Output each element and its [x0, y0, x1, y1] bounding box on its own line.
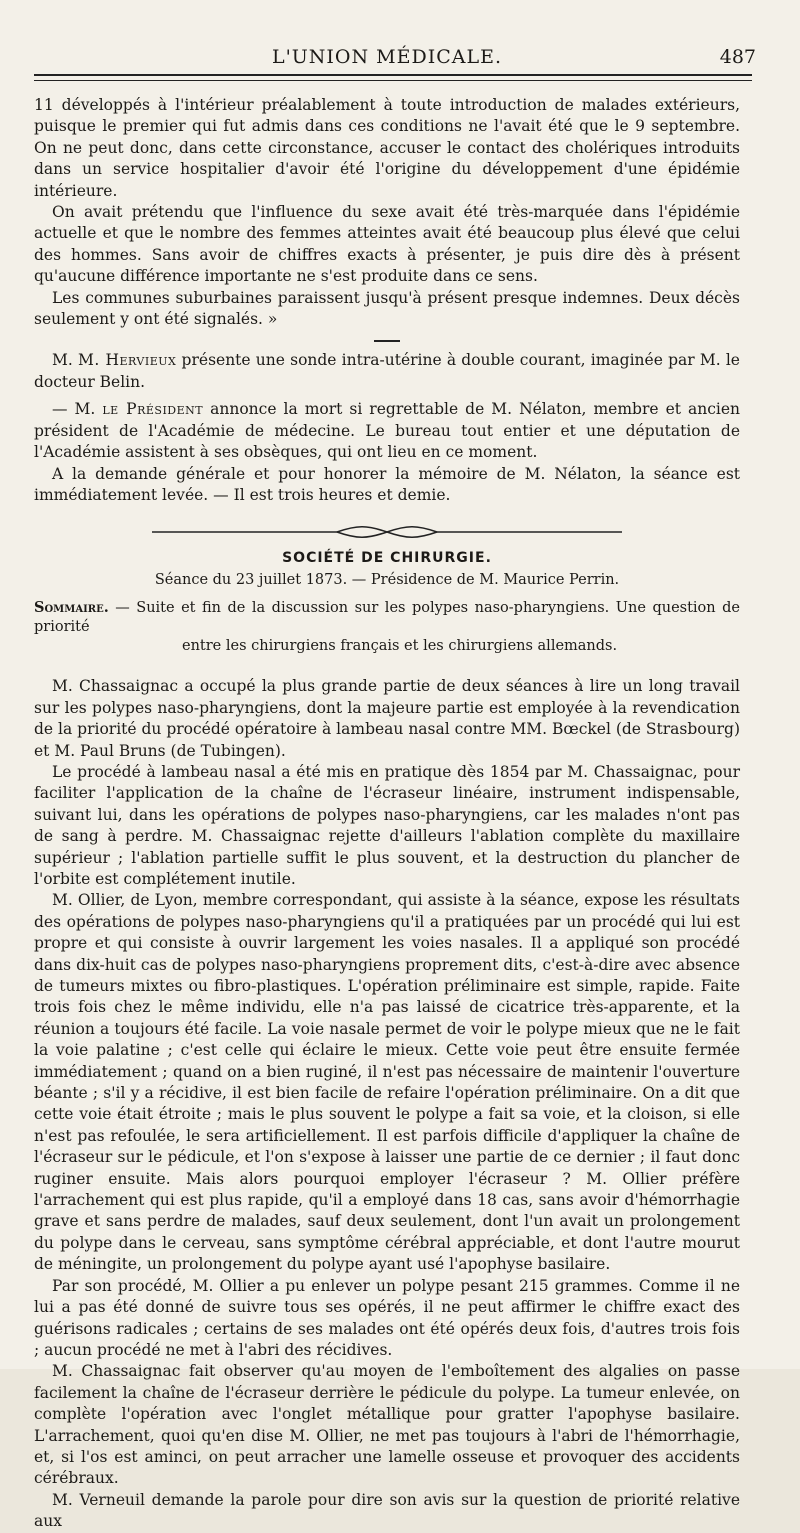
name-hervieux: M. Hervieux	[78, 351, 177, 370]
session-line: Séance du 23 juillet 1873. — Présidence de M. Maurice Perrin.	[154, 572, 620, 589]
paragraph: M. Ollier, de Lyon, membre correspondant, qui assiste à la séance, expose les résultats des opérations de polypes naso-pharyngiens qu'il a pratiquées par un procédé qui lui est propre et qui consiste à ouvrir largement les voies nasales. Il a appliqué son procédé dans dix-huit cas de polypes naso-pharyngiens proprement dits, c'est-à-dire avec absence de tumeurs mixtes ou fibro-plastiques. L'opération préliminaire est simple, rapide. Faite trois fois chez le même individu, elle n'a pas laissé de cicatrice très-apparente, et la réunion a toujours été facile. La voie nasale permet de voir le polype mieux que ne le fait la voie palatine ; c'est celle qui éclaire le mieux. Cette voie peut être ensuite fermée immédiatement ; quand on a bien ruginé, il n'est pas nécessaire de maintenir l'ouverture béante ; s'il y a récidive, il est bien facile de refaire l'opération préliminaire. On a dit que cette voie était étroite ; mais le plus souvent le polype a fait sa voie, et la cloison, si elle n'est pas refoulée, le sera artificiellement. Il est parfois difficile d'appliquer la chaîne de l'écraseur sur le pédicule, et l'on s'expose à laisser une partie de ce dernier ; il faut donc ruginer ensuite. Mais alors pourquoi employer l'écraseur ? M. Ollier préfère l'arrachement qui est plus rapide, qu'il a employé dans 18 cas, sans avoir d'hémorrhagie grave et sans perdre de malades, sauf deux seulement, dont l'un avait un prolongement du polype dans le cerveau, sans symptôme cérébral appréciable, et dont l'autre mourut de méningite, un prolongement du polype ayant usé l'apophyse basilaire.	[34, 891, 740, 1274]
paragraph: M. Chassaignac fait observer qu'au moyen de l'emboîtement des algalies on passe facilement la chaîne de l'écraseur derrière le pédicule du polype. La tumeur enlevée, on complète l'opération avec l'onglet métallique pour gratter l'apophyse basilaire. L'arrachement, quoi qu'en dise M. Ollier, ne met pas toujours à l'abri de l'hémorrhagie, et, si l'os est aminci, on peut arracher une lamelle osseuse et provoquer des accidents cérébraux.	[34, 1362, 740, 1488]
paragraph: Le procédé à lambeau nasal a été mis en pratique dès 1854 par M. Chassaignac, pour faciliter l'application de la chaîne de l'écraseur linéaire, instrument indispensable, suivant lui, dans les opérations de polypes naso-pharyngiens, car les malades n'ont pas de sang à perdre. M. Chassaignac rejette d'ailleurs l'ablation complète du maxillaire supérieur ; l'ablation partielle suffit le plus souvent, et la destruction du plancher de l'orbite est complétement inutile.	[34, 762, 740, 888]
society-title: SOCIÉTÉ DE CHIRURGIE.	[282, 550, 492, 567]
page-header	[34, 0, 756, 74]
paragraph-hervieux: M. M. Hervieux présente une sonde intra-utérine à double courant, imaginée par M. le docteur Belin.	[34, 351, 740, 391]
journal-title: L'UNION MÉDICALE.	[271, 46, 503, 68]
paragraph: M. Chassaignac a occupé la plus grande partie de deux séances à lire un long travail sur les polypes naso-pharyngiens, dont la majeure partie est employée à la revendication de la priorité du procédé opératoire à lambeau nasal contre MM. Bœckel (de Strasbourg) et M. Paul Bruns (de Tubingen).	[34, 677, 740, 760]
summary: Sommaire. — Suite et fin de la discussion sur les polypes naso-pharyngiens. Une question de priorité entre les chirurgiens français et les chirurgiens allemands.	[34, 599, 740, 655]
paragraph: On avait prétendu que l'influence du sexe avait été très-marquée dans l'épidémie actuelle et que le nombre des femmes atteintes avait été beaucoup plus élevé que celui des hommes. Sans avoir de chiffres exacts à présenter, je puis dire dès à présent qu'aucune différence importante ne s'est produite dans ce sens.	[34, 203, 740, 286]
page-number: 487	[719, 46, 756, 68]
paragraph: 11 développés à l'intérieur préalablement à toute introduction de malades extérieurs, puisque le premier qui fut admis dans ces conditions ne l'avait été que le 9 septembre. On ne peut donc, dans cette circonstance, accuser le contact des cholériques introduits dans un service hospitalier d'avoir été l'origine du développement d'une épidémie intérieure.	[34, 96, 740, 200]
paragraph-president: — M. le Président annonce la mort si regrettable de M. Nélaton, membre et ancien président de l'Académie de médecine. Le bureau tout entier et une députation de l'Académie assistent à ses obsèques, qui ont lieu en ce moment.	[34, 400, 740, 462]
section-academy-notes	[34, 350, 740, 506]
header-rule	[34, 74, 752, 81]
paragraph: Par son procédé, M. Ollier a pu enlever un polype pesant 215 grammes. Comme il ne lui a pas été donné de suivre tous ses opérés, il ne peut affirmer le chiffre exact des guérisons radicales ; certains de ses malades ont été opérés deux fois, d'autres trois fois ; aucun procédé ne met à l'abri des récidives.	[34, 1276, 740, 1359]
paragraph: A la demande générale et pour honorer la mémoire de M. Nélaton, la séance est immédiatement levée. — Il est trois heures et demie.	[34, 464, 740, 504]
separator-dash	[374, 340, 400, 342]
name-president: le Président	[102, 400, 204, 419]
paragraph: M. Verneuil demande la parole pour dire son avis sur la question de priorité relative aux	[34, 1490, 740, 1531]
ornament-divider	[34, 524, 740, 540]
summary-label: Sommaire.	[34, 599, 109, 617]
section-cholera-report	[34, 95, 740, 330]
section-surgery-discussion	[34, 676, 740, 1532]
paragraph: Les communes suburbaines paraissent jusqu'à présent presque indemnes. Deux décès seulement y ont été signalés. »	[34, 288, 740, 329]
